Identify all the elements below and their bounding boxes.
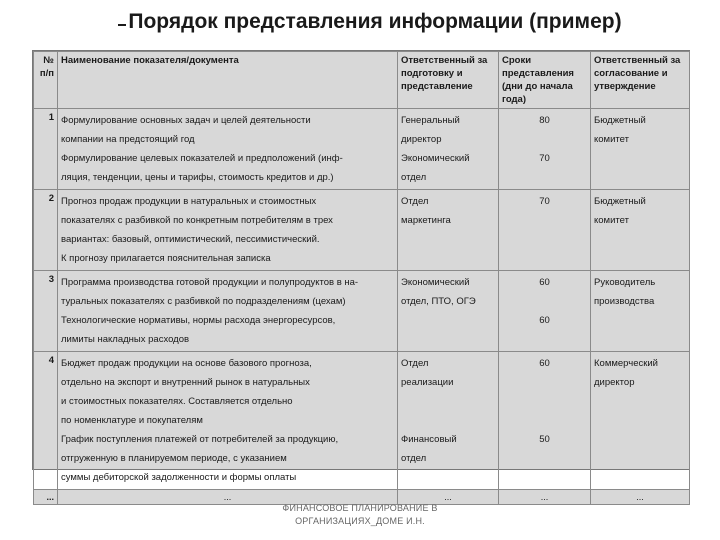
responsible-line bbox=[401, 230, 495, 249]
page-title-text: Порядок представления информации (пример) bbox=[128, 10, 622, 33]
row-name-cell bbox=[58, 352, 398, 490]
name-line: График поступления платежей от потребителей за продукцию, bbox=[61, 434, 339, 445]
deadline-line bbox=[502, 292, 587, 311]
row-number: 3 bbox=[34, 271, 58, 352]
approval-line bbox=[594, 392, 686, 411]
name-line: ляция, тенденции, цены и тарифы, стоимость кредитов и др.) bbox=[61, 172, 334, 183]
responsible-line: отдел bbox=[401, 453, 427, 464]
approval-line: комитет bbox=[594, 134, 629, 145]
deadline-line bbox=[502, 249, 587, 268]
name-line: отгруженную в планируемом периоде, с указанием bbox=[61, 453, 287, 464]
name-line: Программа производства готовой продукции и полупродуктов в на- bbox=[61, 277, 359, 288]
responsible-line: Генеральный bbox=[401, 115, 460, 126]
approval-line bbox=[594, 449, 686, 468]
row-approval-cell bbox=[591, 109, 690, 190]
approval-line bbox=[594, 468, 686, 487]
row-deadline-cell bbox=[499, 352, 591, 490]
row-name-cell bbox=[58, 109, 398, 190]
row-name-cell bbox=[58, 271, 398, 352]
deadline-line: 50 bbox=[539, 434, 550, 445]
row-name-cell bbox=[58, 190, 398, 271]
approval-line: директор bbox=[594, 377, 635, 388]
approval-line: Бюджетный bbox=[594, 196, 646, 207]
page-title bbox=[0, 10, 720, 34]
responsible-line: отдел, ПТО, ОГЭ bbox=[401, 296, 476, 307]
slide-footer bbox=[0, 502, 720, 528]
deadline-line bbox=[502, 130, 587, 149]
row-deadline-cell bbox=[499, 271, 591, 352]
row-responsible-cell bbox=[398, 109, 499, 190]
name-line: и стоимостных показателях. Составляется отдельно bbox=[61, 396, 293, 407]
responsible-line: Отдел bbox=[401, 358, 429, 369]
responsible-line: Финансовый bbox=[401, 434, 457, 445]
responsible-line bbox=[401, 392, 495, 411]
name-line: показателях с разбивкой по конкретным потребителям в трех bbox=[61, 215, 333, 226]
row-approval-cell bbox=[591, 190, 690, 271]
responsible-line: реализации bbox=[401, 377, 454, 388]
deadline-line bbox=[502, 449, 587, 468]
ellipsis-cell: ... bbox=[499, 490, 591, 505]
deadline-line bbox=[502, 468, 587, 487]
approval-line: производства bbox=[594, 296, 655, 307]
responsible-line: Экономический bbox=[401, 153, 470, 164]
responsible-line bbox=[401, 311, 495, 330]
ellipsis-cell: ... bbox=[58, 490, 398, 505]
responsible-line: Экономический bbox=[401, 277, 470, 288]
ellipsis-cell: ... bbox=[398, 490, 499, 505]
row-approval-cell bbox=[591, 271, 690, 352]
table-row bbox=[34, 352, 690, 490]
responsible-line: Отдел bbox=[401, 196, 429, 207]
approval-line bbox=[594, 249, 686, 268]
responsible-line bbox=[401, 330, 495, 349]
approval-line bbox=[594, 149, 686, 168]
deadline-line bbox=[502, 330, 587, 349]
table-header-row bbox=[34, 52, 690, 109]
approval-line bbox=[594, 430, 686, 449]
responsible-line: отдел bbox=[401, 172, 427, 183]
name-line: Формулирование основных задач и целей деятельности bbox=[61, 115, 311, 126]
approval-line: Коммерческий bbox=[594, 358, 658, 369]
deadline-line bbox=[502, 392, 587, 411]
row-number: 2 bbox=[34, 190, 58, 271]
name-line: вариантах: базовый, оптимистический, пессимистический. bbox=[61, 234, 320, 245]
deadline-line: 70 bbox=[539, 196, 550, 207]
name-line: по номенклатуре и покупателям bbox=[61, 415, 203, 426]
approval-line bbox=[594, 411, 686, 430]
name-line: отдельно на экспорт и внутренний рынок в натуральных bbox=[61, 377, 310, 388]
deadline-line: 60 bbox=[539, 315, 550, 326]
deadline-line: 60 bbox=[539, 358, 550, 369]
approval-line: комитет bbox=[594, 215, 629, 226]
responsible-line bbox=[401, 249, 495, 268]
deadline-line: 70 bbox=[539, 153, 550, 164]
info-table-container bbox=[32, 50, 690, 502]
row-responsible-cell bbox=[398, 352, 499, 490]
header-responsible: Ответственный за подготовку и представление bbox=[398, 52, 499, 109]
name-line: К прогнозу прилагается пояснительная записка bbox=[61, 253, 271, 264]
responsible-line: директор bbox=[401, 134, 442, 145]
name-line: Бюджет продаж продукции на основе базового прогноза, bbox=[61, 358, 312, 369]
row-number: 4 bbox=[34, 352, 58, 490]
approval-line: Бюджетный bbox=[594, 115, 646, 126]
table-row bbox=[34, 190, 690, 271]
row-deadline-cell bbox=[499, 190, 591, 271]
responsible-line: маркетинга bbox=[401, 215, 451, 226]
name-line: лимиты накладных расходов bbox=[61, 334, 190, 345]
name-line: Прогноз продаж продукции в натуральных и стоимостных bbox=[61, 196, 317, 207]
ellipsis-cell: ... bbox=[34, 490, 58, 505]
row-responsible-cell bbox=[398, 271, 499, 352]
info-table bbox=[33, 51, 690, 505]
approval-line bbox=[594, 330, 686, 349]
header-name: Наименование показателя/документа bbox=[58, 52, 398, 109]
deadline-line bbox=[502, 373, 587, 392]
approval-line bbox=[594, 230, 686, 249]
header-deadline: Сроки представления (дни до начала года) bbox=[499, 52, 591, 109]
name-line: суммы дебиторской задолженности и формы оплаты bbox=[61, 472, 297, 483]
name-line: компании на предстоящий год bbox=[61, 134, 195, 145]
name-line: Технологические нормативы, нормы расхода энергоресурсов, bbox=[61, 315, 336, 326]
deadline-line: 60 bbox=[539, 277, 550, 288]
row-responsible-cell bbox=[398, 190, 499, 271]
responsible-line bbox=[401, 411, 495, 430]
header-approval: Ответственный за согласование и утверждение bbox=[591, 52, 690, 109]
deadline-line bbox=[502, 168, 587, 187]
ellipsis-cell: ... bbox=[591, 490, 690, 505]
approval-line bbox=[594, 311, 686, 330]
deadline-line: 80 bbox=[539, 115, 550, 126]
title-dash bbox=[118, 24, 126, 26]
header-num: № п/п bbox=[34, 52, 58, 109]
row-number: 1 bbox=[34, 109, 58, 190]
approval-line bbox=[594, 168, 686, 187]
deadline-line bbox=[502, 230, 587, 249]
deadline-line bbox=[502, 411, 587, 430]
table-row bbox=[34, 109, 690, 190]
approval-line: Руководитель bbox=[594, 277, 656, 288]
name-line: Формулирование целевых показателей и предположений (инф- bbox=[61, 153, 343, 164]
footer-line-1: ФИНАНСОВОЕ ПЛАНИРОВАНИЕ В bbox=[282, 503, 438, 513]
name-line: туральных показателях с разбивкой по подразделениям (цехам) bbox=[61, 296, 346, 307]
deadline-line bbox=[502, 211, 587, 230]
row-deadline-cell bbox=[499, 109, 591, 190]
responsible-line bbox=[401, 468, 495, 487]
table-row bbox=[34, 271, 690, 352]
footer-line-2: ОРГАНИЗАЦИЯХ_ДОМЕ И.Н. bbox=[295, 516, 425, 526]
row-approval-cell bbox=[591, 352, 690, 490]
table-body bbox=[34, 109, 690, 490]
